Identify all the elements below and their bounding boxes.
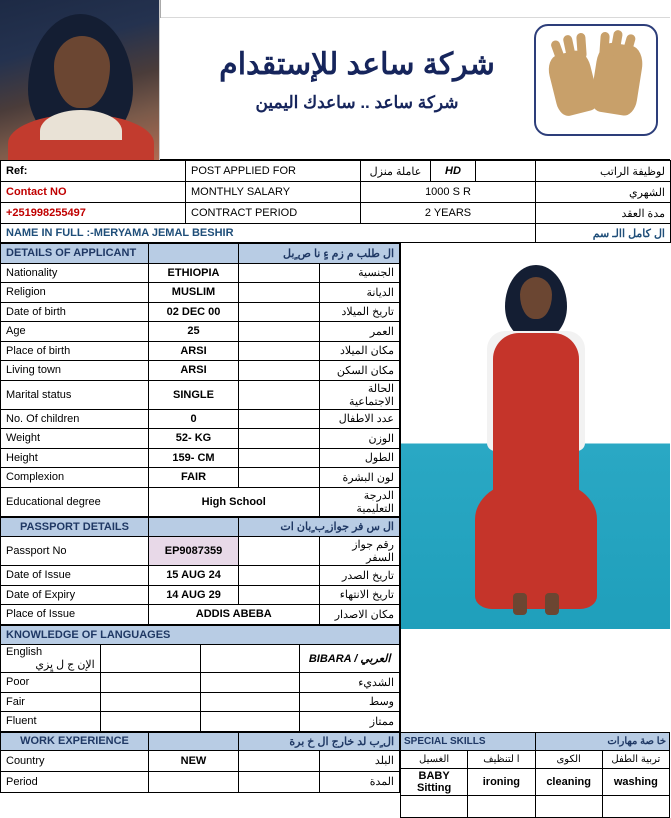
row-label: Poor xyxy=(1,673,101,693)
table-row xyxy=(401,768,670,795)
row-label: Passport No xyxy=(1,537,149,566)
row-value: EP9087359 xyxy=(149,537,239,566)
row-label-arabic: المدة xyxy=(319,771,400,792)
applicant-full-name: NAME IN FULL :-MERYAMA JEMAL BESHIR xyxy=(1,224,536,243)
applicant-fullbody-photo xyxy=(401,243,670,629)
row-value: ETHIOPIA xyxy=(149,263,239,283)
row-label-arabic: تاريخ الانتهاء xyxy=(319,585,400,605)
post-applied-label: POST APPLIED FOR xyxy=(186,161,361,182)
work-experience-table xyxy=(0,732,400,793)
ref-label: Ref: xyxy=(1,161,186,182)
right-column xyxy=(400,243,670,732)
company-tagline-arabic: شركة ساعد .. ساعدك اليمين xyxy=(255,93,459,113)
table-row xyxy=(1,182,671,203)
row-value: SINGLE xyxy=(149,380,239,409)
table-row xyxy=(1,468,400,488)
document-header xyxy=(0,0,670,160)
row-value xyxy=(149,771,239,792)
row-label-arabic: وسط xyxy=(300,692,400,712)
work-experience-block xyxy=(0,732,400,818)
skills-section-title: SPECIAL SKILLS xyxy=(401,732,536,750)
row-value: NEW xyxy=(149,750,239,771)
row-label: Fair xyxy=(1,692,101,712)
row-label-arabic: مكان السكن xyxy=(319,361,400,381)
row-value: 0 xyxy=(149,409,239,429)
row-label: Living town xyxy=(1,361,149,381)
row-label: Educational degree xyxy=(1,487,149,516)
row-label: Date of Expiry xyxy=(1,585,149,605)
document-body xyxy=(0,243,670,732)
language-level-mark[interactable] xyxy=(100,712,200,732)
post-applied-label-arabic: لوظيفة الراتب xyxy=(536,161,671,182)
table-row xyxy=(1,380,400,409)
table-row xyxy=(1,692,400,712)
row-value: 52- KG xyxy=(149,429,239,449)
row-value: MUSLIM xyxy=(149,283,239,303)
knowledge-of-languages-table xyxy=(0,625,400,732)
applicant-portrait-photo xyxy=(0,0,160,160)
row-label: Height xyxy=(1,448,149,468)
section-header-row xyxy=(1,517,400,537)
row-label: Date of Issue xyxy=(1,566,149,586)
table-row xyxy=(401,750,670,768)
row-label: Weight xyxy=(1,429,149,449)
language-level-mark[interactable] xyxy=(200,673,300,693)
language-arabic-label: BIBARA / العربي xyxy=(300,645,400,673)
table-row xyxy=(1,361,400,381)
row-label: Place of birth xyxy=(1,341,149,361)
passport-details-table xyxy=(0,517,400,625)
table-row xyxy=(1,263,400,283)
row-value: ARSI xyxy=(149,341,239,361)
passport-section-title: PASSPORT DETAILS xyxy=(1,517,149,537)
row-label: Marital status xyxy=(1,380,149,409)
row-label: Place of Issue xyxy=(1,605,149,625)
row-value: ADDIS ABEBA xyxy=(149,605,320,625)
table-row xyxy=(1,203,671,224)
row-label-arabic: البلد xyxy=(319,750,400,771)
applicant-full-name-arabic: ال كامل االـ سم xyxy=(536,224,671,243)
row-value: FAIR xyxy=(149,468,239,488)
two-hands-logo-icon xyxy=(534,24,658,136)
contact-label: Contact NO xyxy=(1,182,186,203)
row-label-arabic: الشديء xyxy=(300,673,400,693)
row-label-arabic: الوزن xyxy=(319,429,400,449)
top-info-table xyxy=(0,160,671,243)
row-label: Religion xyxy=(1,283,149,303)
section-header-row xyxy=(1,625,400,645)
language-level-mark[interactable] xyxy=(200,712,300,732)
row-value: High School xyxy=(149,487,320,516)
work-section-title-arabic: ال ٍب لد خارج ال خ برة xyxy=(239,732,400,750)
language-english-text: English xyxy=(6,646,43,658)
row-label-arabic: ممتاز xyxy=(300,712,400,732)
post-applied-value: HD xyxy=(431,161,476,182)
monthly-salary-label: MONTHLY SALARY xyxy=(186,182,361,203)
row-label-arabic: تاريخ الصدر xyxy=(319,566,400,586)
table-row xyxy=(1,771,400,792)
table-row xyxy=(1,161,671,182)
row-label-arabic: الطول xyxy=(319,448,400,468)
row-value: 15 AUG 24 xyxy=(149,566,239,586)
contract-period-value: 2 YEARS xyxy=(361,203,536,224)
table-row xyxy=(1,537,400,566)
table-row xyxy=(1,341,400,361)
table-row xyxy=(1,605,400,625)
row-label-arabic: الدرجة التعليمية xyxy=(319,487,400,516)
row-label-arabic: مكان الاصدار xyxy=(319,605,400,625)
skill-label: ironing xyxy=(468,768,535,795)
skill-label-arabic: تربية الطفل xyxy=(602,750,669,768)
table-row xyxy=(1,448,400,468)
table-row xyxy=(1,409,400,429)
table-row xyxy=(1,712,400,732)
header-branding xyxy=(160,0,670,159)
details-section-title-arabic: ال طلب م زم ءٍ نا ص ٍبل xyxy=(239,244,400,264)
skill-mark[interactable] xyxy=(602,795,669,817)
row-label-arabic: لون البشرة xyxy=(319,468,400,488)
table-row xyxy=(1,283,400,303)
table-row xyxy=(1,585,400,605)
table-row xyxy=(1,645,400,673)
table-row xyxy=(1,322,400,342)
row-label-arabic: رقم جواز السفر xyxy=(319,537,400,566)
skill-label-arabic: ا لتنظيف xyxy=(468,750,535,768)
skill-mark[interactable] xyxy=(468,795,535,817)
bottom-sections xyxy=(0,732,670,818)
section-header-row xyxy=(1,244,400,264)
language-english-arabic: الإن ج ل يٍزي xyxy=(35,659,95,671)
table-row xyxy=(1,750,400,771)
skills-section-title-arabic: خا صة مهارات xyxy=(535,732,670,750)
row-value: 02 DEC 00 xyxy=(149,302,239,322)
language-level-mark[interactable] xyxy=(100,673,200,693)
row-label-arabic: الديانة xyxy=(319,283,400,303)
left-column xyxy=(0,243,400,732)
row-label-arabic: مكان الميلاد xyxy=(319,341,400,361)
company-name-arabic: شركة ساعد للإستقدام xyxy=(219,47,495,81)
skill-label: washing xyxy=(602,768,669,795)
language-english-label xyxy=(1,645,101,673)
row-label: Complexion xyxy=(1,468,149,488)
passport-section-title-arabic: ال س فر جواز ٍب ٍبان ات xyxy=(239,517,400,537)
table-row xyxy=(1,429,400,449)
table-row xyxy=(1,566,400,586)
row-label: Date of birth xyxy=(1,302,149,322)
skill-label: BABY Sitting xyxy=(401,768,468,795)
skill-label-arabic: الكوى xyxy=(535,750,602,768)
skill-label-arabic: الغسيل xyxy=(401,750,468,768)
row-value: 25 xyxy=(149,322,239,342)
details-of-applicant-table xyxy=(0,243,400,517)
row-label: Period xyxy=(1,771,149,792)
contract-period-label: CONTRACT PERIOD xyxy=(186,203,361,224)
skill-mark[interactable] xyxy=(401,795,468,817)
row-label-arabic: عدد الاطفال xyxy=(319,409,400,429)
row-label-arabic: تاريخ الميلاد xyxy=(319,302,400,322)
contact-value: +251998255497 xyxy=(1,203,186,224)
monthly-salary-label-arabic: الشهري xyxy=(536,182,671,203)
table-row xyxy=(1,224,671,243)
row-label: Country xyxy=(1,750,149,771)
contract-period-label-arabic: مدة العقد xyxy=(536,203,671,224)
row-label: Age xyxy=(1,322,149,342)
special-skills-block xyxy=(400,732,670,818)
work-section-title: WORK EXPERIENCE xyxy=(1,732,149,750)
table-row xyxy=(1,673,400,693)
section-header-row xyxy=(401,732,670,750)
language-level-mark[interactable] xyxy=(200,692,300,712)
row-label: No. Of children xyxy=(1,409,149,429)
row-label-arabic: العمر xyxy=(319,322,400,342)
monthly-salary-value: 1000 S R xyxy=(361,182,536,203)
row-label-arabic: الحالة الاجتماعية xyxy=(319,380,400,409)
language-level-mark[interactable] xyxy=(100,692,200,712)
skill-mark[interactable] xyxy=(535,795,602,817)
special-skills-table xyxy=(400,732,670,818)
table-row xyxy=(1,302,400,322)
table-row xyxy=(1,487,400,516)
table-row xyxy=(401,795,670,817)
post-applied-value-arabic: عاملة منزل xyxy=(361,161,431,182)
section-header-row xyxy=(1,732,400,750)
row-value: ARSI xyxy=(149,361,239,381)
row-label: Fluent xyxy=(1,712,101,732)
skill-label: cleaning xyxy=(535,768,602,795)
row-value: 159- CM xyxy=(149,448,239,468)
row-value: 14 AUG 29 xyxy=(149,585,239,605)
row-label-arabic: الجنسية xyxy=(319,263,400,283)
details-section-title: DETAILS OF APPLICANT xyxy=(1,244,149,264)
languages-section-title: KNOWLEDGE OF LANGUAGES xyxy=(1,625,400,645)
row-label: Nationality xyxy=(1,263,149,283)
